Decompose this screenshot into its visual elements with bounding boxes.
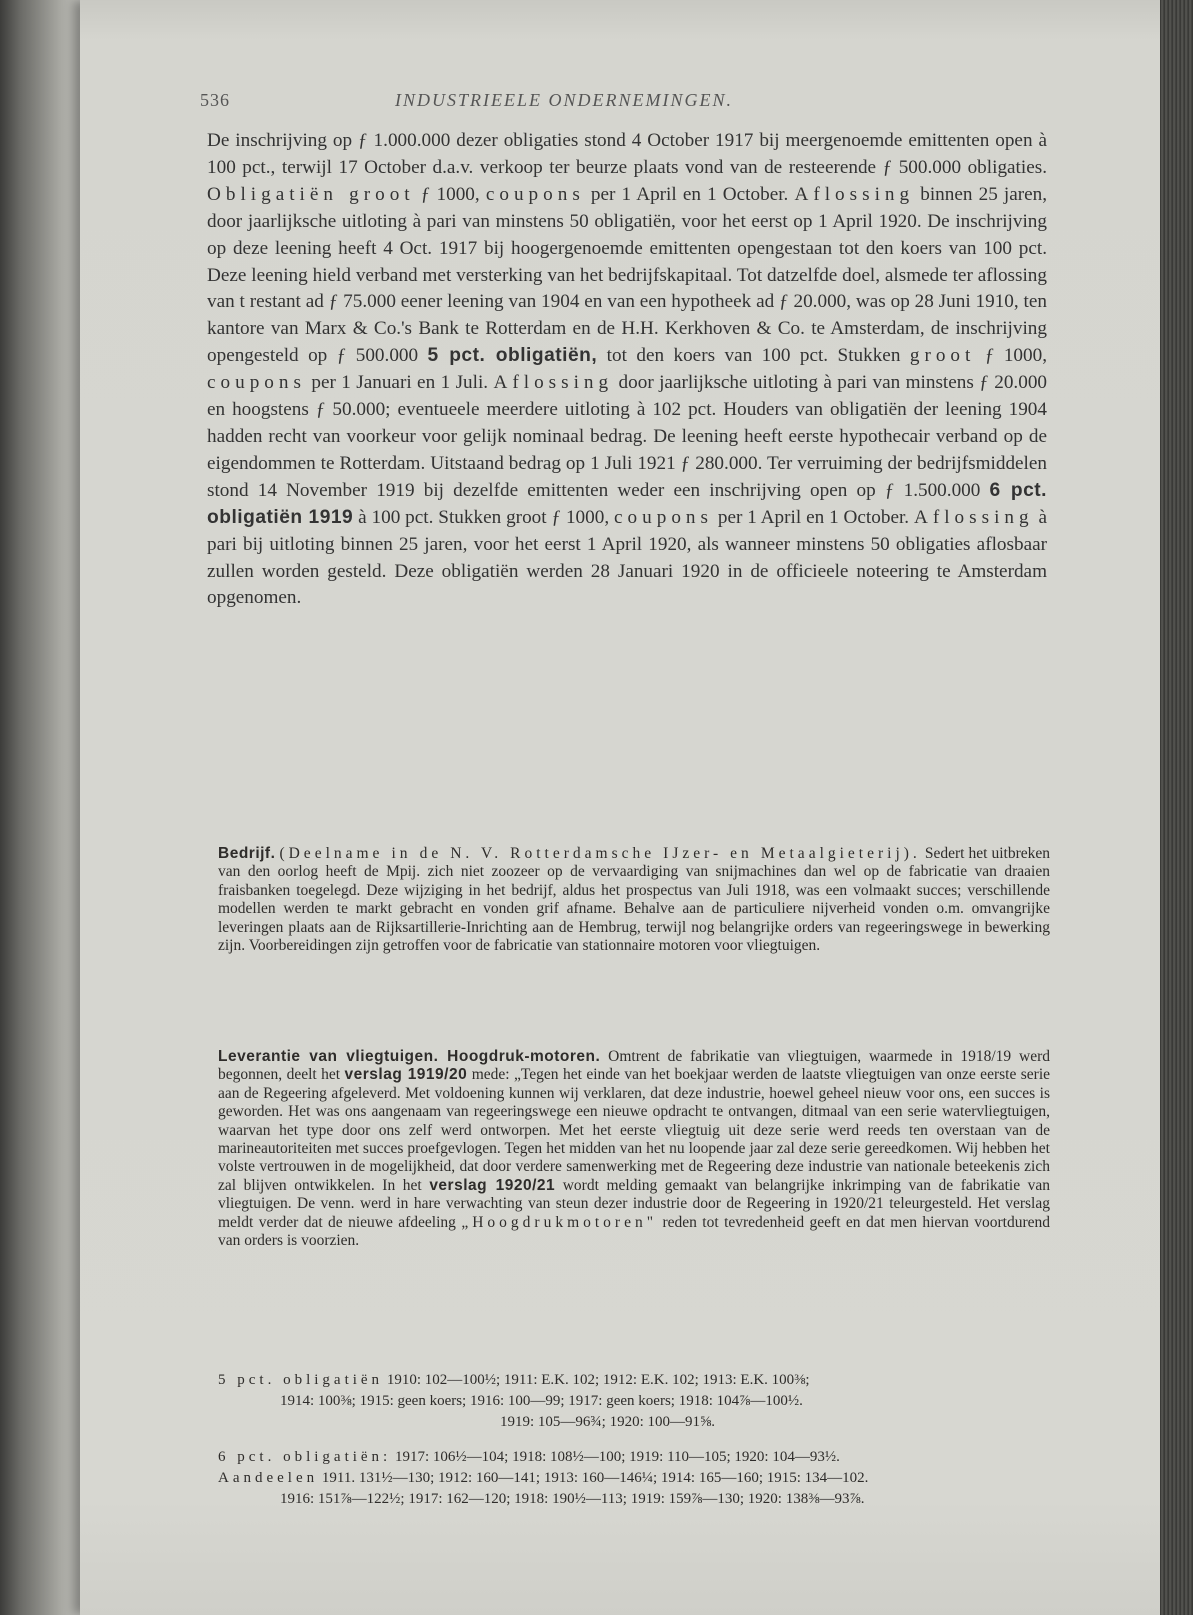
spaced-text: coupons (207, 372, 306, 394)
text: à pari bij uitloting binnen 25 jaren, voor het eerst 1 April 1920, als wanneer minstens 50 obligaties aflosbaar zullen worden gesteld. Deze obligatiën werden 28 Januari 1920 in de officieele noteering te Amsterdam opgenomen. (207, 506, 1048, 609)
bold-heading: 5 pct. obligatiën, (427, 345, 598, 367)
text: wordt melding gemaakt van belangrijke inkrimping van de fabrikatie van vliegtuigen. De venn. werd in hare verwachting van steun dezer industrie door de Regeering in 1920/21 teleurgesteld. Het verslag meldt verder dat de nieuwe afdeeling (218, 1176, 1051, 1231)
koers-row: 1916: 151⅞—122½; 1917: 162—120; 1918: 190½—113; 1919: 159⅞—130; 1920: 138⅜—93⅞. (280, 1491, 865, 1507)
page-number: 536 (200, 90, 230, 110)
text: reden tot tevredenheid geeft en dat men hiervan voortdurend van orders is voorzien. (218, 1213, 1051, 1250)
text: ƒ 1000, (420, 183, 480, 205)
spaced-text: Aflossing (794, 183, 915, 205)
koers-values: 1911. 131½—130; 1912: 160—141; 1913: 160—146¼; 1914: 165—160; 1915: 134—102. (321, 1470, 869, 1486)
bold-heading: Bedrijf. (218, 845, 276, 862)
main-paragraph (207, 128, 1047, 612)
koers-row (218, 1447, 1050, 1468)
spaced-text: groot (909, 345, 976, 367)
text: door jaarlijksche uitloting à pari van minstens ƒ 20.000 en hoogstens ƒ 50.000; eventueele meerdere uitloting à 102 pct. Houders van obligatiën der leening 1904 hadden recht van voorkeur voor gelijk nominaal bedrag. De leening heeft eerste hypothecair verband op de eigendommen te Rotterdam. Uitstaand bedrag op 1 Juli 1921 ƒ 280.000. Ter verruiming der bedrijfsmiddelen stond 14 November 1919 bij dezelfde emittenten weder een inschrijving open op ƒ 1.500.000 (207, 372, 1048, 501)
text: per 1 April en 1 October. (590, 183, 789, 205)
text: Omtrent de fabrikatie van vliegtuigen, waarmede in 1918/19 werd begonnen, deelt het (218, 1048, 1050, 1084)
spaced-text: Aflossing (493, 372, 614, 394)
koers-label: Aandeelen (218, 1470, 319, 1486)
koers-row (218, 1370, 1050, 1391)
spaced-text: coupons (614, 506, 713, 528)
koers-row: 1914: 100⅜; 1915: geen koers; 1916: 100—99; 1917: geen koers; 1918: 104⅞—100½. (280, 1393, 803, 1409)
bold-heading: 6 pct. obligatiën 1919 (207, 479, 1047, 528)
spaced-text: Obligatiën groot (207, 183, 415, 205)
leverantie-paragraph (218, 1048, 1050, 1250)
spaced-text: Aflossing (913, 506, 1034, 528)
text: De inschrijving op ƒ 1.000.000 dezer obligaties stond 4 October 1917 bij meergenoemde emittenten open à 100 pct., terwijl 17 October d.a.v. verkoop ter beurze plaats vond van de resteerende ƒ 500.000 obligaties. (207, 130, 1047, 178)
spaced-text: (Deelname in de N. V. Rotterdamsche IJzer- en Metaalgieterij). (279, 845, 921, 862)
text: mede: „Tegen het einde van het boekjaar werden de laatste vliegtuigen van onze eerste serie aan de Regeering afgeleverd. Met voldoening kunnen wij verklaren, dat deze industrie, hoewel geheel nieuw voor ons, een succes is geworden. Het was ons aangenaam van regeeringswege een nieuwe opdracht te ontvangen, ditmaal van een serie watervliegtuigen, waarvan het type door ons zelf werd ontworpen. Met het eerste vliegtuig uit deze serie werd reeds ten overstaan van de marineautoriteiten met succes proefgevlogen. Tegen het midden van het nu loopende jaar zal deze serie gereedkomen. Wij hebben het volste vertrouwen in de mogelijkheid, dat door verdere samenwerking met de Regeering deze industrie van nationale beteekenis zich zal blijven ontwikkelen. In het (218, 1066, 1051, 1194)
text: à 100 pct. Stukken groot ƒ 1000, (358, 506, 610, 528)
text: tot den koers van 100 pct. Stukken (606, 345, 901, 367)
text: Sedert het uitbreken van den oorlog heeft de Mpij. zich niet zoozeer op de vervaardiging van snijmachines dan wel op de fabricatie van draaien fraisbanken toegelegd. Deze wijziging in het bedrijf, aldus het prospectus van Juli 1918, was een volmaakt succes; verschillende modellen werden te markt gebracht en vonden grif afname. Behalve aan de particuliere nijverheid vonden o.m. omvangrijke leveringen plaats aan de Rijksartillerie-Inrichting aan de Hembrug, terwijl nog belangrijke orders van regeeringswege in bewerking zijn. Voorbereidingen zijn getroffen voor de fabricatie van stationnaire motoren voor vliegtuigen. (218, 845, 1050, 955)
koers-row: 1919: 105—96¾; 1920: 100—91⅝. (500, 1414, 716, 1430)
koers-label: 6 pct. obligatiën: (218, 1449, 392, 1465)
koers-values: 1910: 102—100½; 1911: E.K. 102; 1912: E.K. 102; 1913: E.K. 100⅜; (386, 1372, 810, 1388)
bold-heading: verslag 1920/21 (429, 1176, 556, 1194)
spaced-text: coupons (485, 183, 585, 205)
text: ƒ 1000, (984, 345, 1048, 367)
text: per 1 Januari en 1 Juli. (311, 372, 489, 394)
koersen-block (218, 1370, 1050, 1510)
koers-label: 5 pct. obligatiën (218, 1372, 384, 1388)
spaced-text: „Hoogdrukmotoren" (461, 1213, 658, 1231)
bold-heading: Leverantie van vliegtuigen. Hoogdruk-motoren. (218, 1048, 601, 1065)
page-edges (1160, 0, 1193, 1615)
text: binnen 25 jaren, door jaarlijksche uitloting à pari van minstens 50 obligatiën, voor het eerst op 1 April 1920. De inschrijving op deze leening heeft 4 Oct. 1917 bij hoogergenoemde emittenten opengestaan tot den koers van 100 pct. Deze leening hield verband met versterking van het bedrijfskapitaal. Tot datzelfde doel, alsmede ter aflossing van t restant ad ƒ 75.000 eener leening van 1904 en van een hypotheek ad ƒ 20.000, was op 28 Juni 1910, ten kantore van Marx & Co.'s Bank te Rotterdam en de H.H. Kerkhoven & Co. te Amsterdam, de inschrijving opengesteld op ƒ 500.000 (207, 183, 1048, 367)
running-head: INDUSTRIEELE ONDERNEMINGEN. (395, 90, 733, 110)
page-header (200, 90, 1020, 114)
bedrijf-paragraph (218, 845, 1050, 955)
koers-row (218, 1468, 1050, 1489)
bold-heading: verslag 1919/20 (344, 1066, 468, 1084)
koers-values: 1917: 106½—104; 1918: 108½—100; 1919: 110—105; 1920: 104—93½. (394, 1449, 840, 1465)
text: per 1 April en 1 October. (717, 506, 910, 528)
